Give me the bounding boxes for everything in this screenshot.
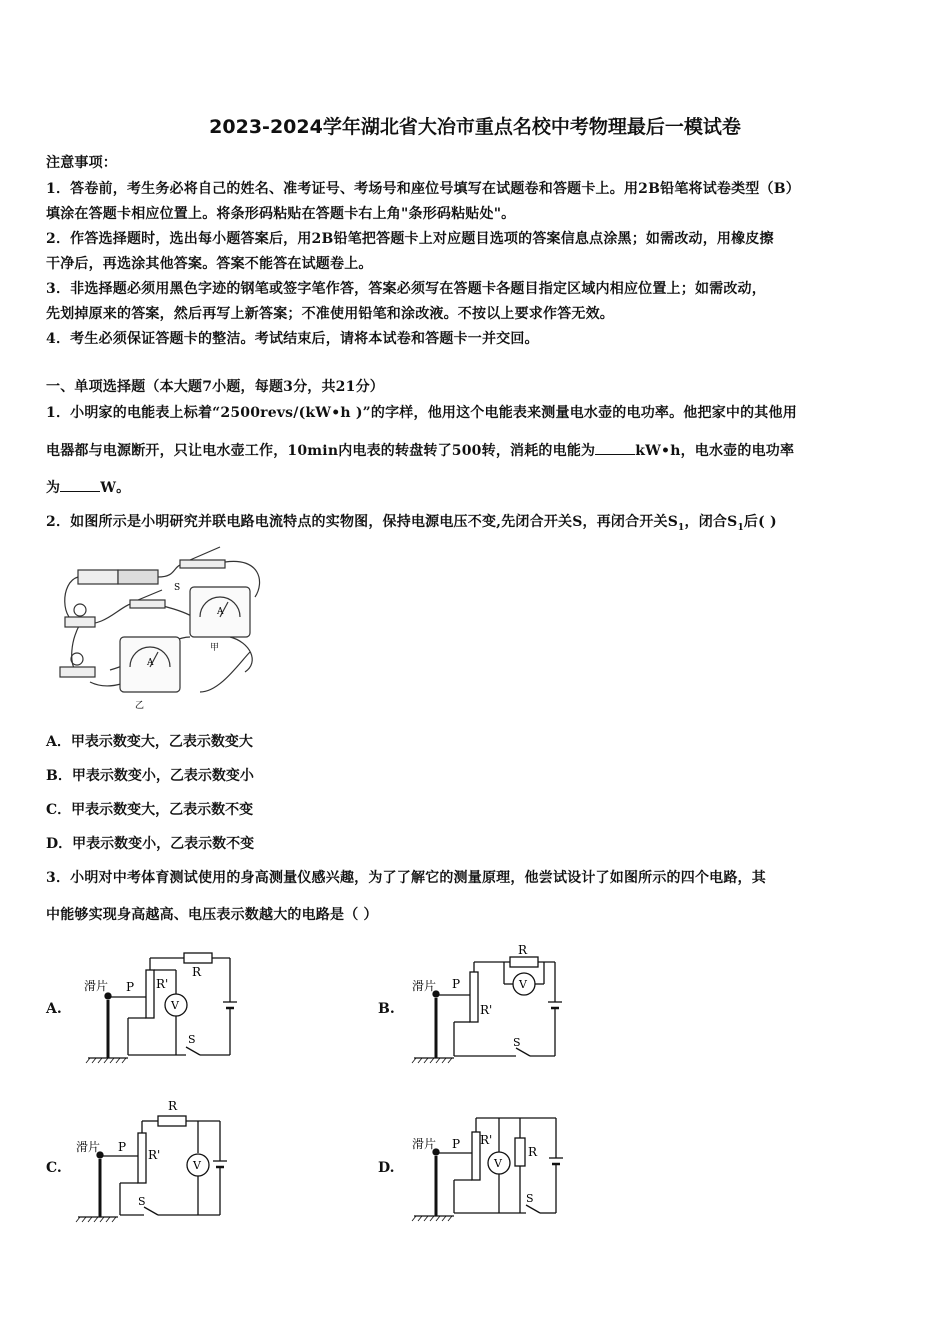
q1-text-a: 电器都与电源断开，只让电水壶工作，10min内电表的转盘转了500转，消耗的电能为 [46, 443, 596, 459]
resistor-b [510, 957, 538, 967]
q1-line-1: 1．小明家的电能表上标着“2500revs/(kW•h )”的字样，他用这个电能表来测量电水壶的电功率。他把家中的其他用 [46, 405, 797, 421]
label-s-c: S [138, 1195, 146, 1208]
label-v-a: V [171, 999, 179, 1012]
q1-text-b: kW•h，电水壶的电功率 [635, 443, 795, 459]
q2-option-a[interactable]: A．甲表示数变大，乙表示数变大 [46, 734, 253, 750]
label-slider-d: 滑片 [412, 1137, 437, 1151]
resistor-d [515, 1138, 525, 1166]
label-yi: 乙 [135, 701, 145, 711]
notice-line-7: 4．考生必须保证答题卡的整洁。考试结束后，请将本试卷和答题卡一并交回。 [46, 331, 539, 347]
q1-text-c: 为 [46, 480, 61, 496]
label-v-c: V [193, 1159, 201, 1172]
q1-line-3 [46, 477, 908, 497]
rheostat-d [472, 1132, 480, 1180]
label-r-a: R [192, 965, 202, 979]
q3-option-a-label[interactable]: A. [46, 1001, 62, 1017]
lamp-2-base [60, 667, 95, 677]
label-v-d: V [494, 1157, 502, 1170]
label-rp-d: R' [480, 1133, 493, 1147]
notice-line-5: 3．非选择题必须用黑色字迹的钢笔或签字笔作答，答案必须写在答题卡各题目指定区域内相应位置上；如需改动， [46, 281, 766, 297]
answer-blank-2 [60, 479, 100, 492]
lamp-2-bulb [71, 653, 83, 665]
q2-text-a: 2．如图所示是小明研究并联电路电流特点的实物图，保持电源电压不变,先闭合开关S，再闭合开关S [46, 514, 679, 530]
switch-a [186, 1047, 200, 1055]
rheostat-b [470, 972, 478, 1022]
rheostat-a [146, 970, 154, 1018]
answer-blank-1 [595, 442, 635, 455]
circuit-c [72, 1095, 242, 1223]
q2-sub-1: 1 [678, 522, 685, 533]
label-p-a: P [126, 980, 135, 994]
q2-sub-2: 1 [737, 522, 744, 533]
label-rp-c: R' [148, 1148, 161, 1162]
notice-line-4: 干净后，再选涂其他答案。答案不能答在试题卷上。 [46, 256, 373, 272]
resistor-c [158, 1116, 186, 1126]
rheostat-c [138, 1133, 146, 1183]
q1-line-2 [46, 440, 908, 460]
switch-b [516, 1048, 530, 1056]
q3-option-b-label[interactable]: B. [378, 1001, 395, 1017]
q2-option-b[interactable]: B．甲表示数变小，乙表示数变小 [46, 768, 254, 784]
label-p-d: P [452, 1137, 461, 1151]
label-slider-c: 滑片 [76, 1140, 101, 1154]
ammeter-jia-letter: A [217, 607, 224, 617]
label-r-c: R [168, 1099, 178, 1113]
battery-cell-1 [78, 570, 118, 584]
label-p-b: P [452, 977, 461, 991]
q3-option-d-label[interactable]: D. [378, 1160, 395, 1176]
label-p-c: P [118, 1140, 127, 1154]
label-r-d: R [528, 1145, 538, 1159]
label-slider-b: 滑片 [412, 979, 437, 993]
q3-line-2: 中能够实现身高越高、电压表示数越大的电路是（ ） [46, 907, 378, 923]
person-a-head [105, 993, 111, 999]
q2-option-c[interactable]: C．甲表示数变大，乙表示数不变 [46, 802, 254, 818]
q2-text-c: 后( ) [743, 514, 777, 530]
resistor-a [184, 953, 212, 963]
label-rp-a: R' [156, 977, 169, 991]
circuit-d [410, 1110, 580, 1222]
q3-option-c-label[interactable]: C. [46, 1160, 62, 1176]
label-r-b: R [518, 943, 528, 957]
label-s-a: S [188, 1033, 196, 1046]
label-slider-a: 滑片 [84, 979, 109, 993]
label-jia: 甲 [210, 643, 220, 653]
q2-text-b: ，闭合S [684, 514, 738, 530]
q2-line-1 [46, 511, 908, 533]
label-v-b: V [519, 978, 527, 991]
switch-d [526, 1205, 540, 1213]
parallel-circuit-figure [50, 542, 280, 712]
switch-c [144, 1207, 158, 1215]
label-s-d: S [526, 1192, 534, 1205]
notice-line-6: 先划掉原来的答案，然后再写上新答案；不准使用铅笔和涂改液。不按以上要求作答无效。 [46, 306, 614, 322]
notice-heading: 注意事项： [46, 155, 117, 171]
switch-s1-blade [138, 590, 162, 600]
switch-s-base [180, 560, 225, 568]
switch-s-label: S [174, 583, 181, 593]
q3-line-1: 3．小明对中考体育测试使用的身高测量仪感兴趣，为了了解它的测量原理，他尝试设计了如图所示的四个电路，其 [46, 870, 766, 886]
circuit-a [80, 950, 250, 1065]
notice-line-2: 填涂在答题卡相应位置上。将条形码粘贴在答题卡右上角"条形码粘贴处"。 [46, 206, 516, 222]
lamp-1-base [65, 617, 95, 627]
circuit-b [410, 940, 580, 1065]
notice-line-3: 2．作答选择题时，选出每小题答案后，用2B铅笔把答题卡上对应题目选项的答案信息点涂黑；如需改动，用橡皮擦 [46, 231, 774, 247]
lamp-1-bulb [74, 604, 86, 616]
section-heading: 一、单项选择题（本大题7小题，每题3分，共21分） [46, 379, 384, 395]
notice-line-1: 1．答卷前，考生务必将自己的姓名、准考证号、考场号和座位号填写在试题卷和答题卡上。用2B铅笔将试卷类型（B） [46, 181, 800, 197]
switch-s-blade [190, 547, 220, 560]
q1-text-d: W。 [100, 480, 131, 496]
battery-cell-2 [118, 570, 158, 584]
ammeter-yi-letter: A [147, 658, 154, 668]
page-title: 2023-2024学年湖北省大冶市重点名校中考物理最后一模试卷 [209, 116, 741, 138]
label-rp-b: R' [480, 1003, 493, 1017]
switch-s1-base [130, 600, 165, 608]
label-s-b: S [513, 1036, 521, 1049]
q2-option-d[interactable]: D．甲表示数变小，乙表示数不变 [46, 836, 255, 852]
